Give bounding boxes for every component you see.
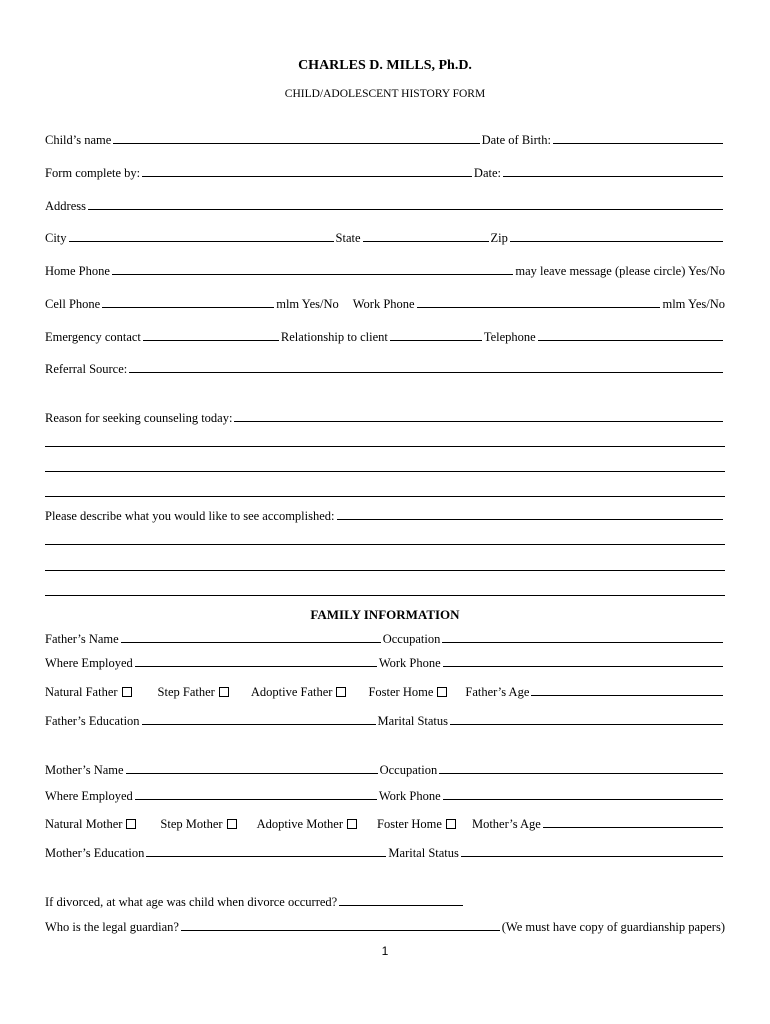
mother-education-row (45, 845, 725, 861)
father-name-field[interactable] (121, 631, 381, 643)
father-education-label: Father’s Education (45, 714, 140, 728)
cell-phone-label: Cell Phone (45, 297, 101, 311)
relationship-field[interactable] (390, 329, 482, 341)
work-phone-field[interactable] (417, 296, 661, 308)
adoptive-father-checkbox[interactable] (336, 687, 346, 697)
divorce-age-field[interactable] (339, 894, 463, 906)
natural-mother-checkbox[interactable] (126, 819, 136, 829)
mother-name-label: Mother’s Name (45, 763, 124, 777)
divorce-row (45, 894, 725, 910)
reason-line-4[interactable] (45, 496, 725, 497)
father-occupation-label: Occupation (382, 632, 441, 646)
natural-mother-label: Natural Mother (45, 817, 123, 831)
city-field[interactable] (69, 230, 334, 242)
mother-employed-label: Where Employed (45, 789, 133, 803)
address-field[interactable] (88, 198, 723, 210)
reason-label: Reason for seeking counseling today: (45, 411, 233, 425)
father-type-row (45, 684, 725, 700)
guardian-field[interactable] (181, 919, 500, 931)
father-marital-field[interactable] (450, 713, 723, 725)
city-label: City (45, 231, 67, 245)
adoptive-father-label: Adoptive Father (250, 685, 333, 699)
relationship-label: Relationship to client (280, 330, 388, 344)
father-age-field[interactable] (531, 684, 723, 696)
step-father-option[interactable] (158, 684, 229, 700)
father-employed-label: Where Employed (45, 656, 133, 670)
mother-education-field[interactable] (146, 845, 386, 857)
mother-occupation-label: Occupation (379, 763, 438, 777)
zip-label: Zip (490, 231, 508, 245)
step-father-checkbox[interactable] (219, 687, 229, 697)
city-row (45, 230, 725, 246)
form-complete-field[interactable] (142, 165, 472, 177)
step-father-label: Step Father (157, 685, 215, 699)
dob-label: Date of Birth: (481, 133, 551, 147)
child-name-label: Child’s name (45, 133, 112, 147)
guardianship-note: (We must have copy of guardianship papers) (501, 920, 725, 934)
adoptive-mother-option[interactable] (257, 816, 357, 832)
zip-field[interactable] (510, 230, 723, 242)
child-name-field[interactable] (113, 132, 479, 144)
reason-row (45, 410, 725, 426)
mother-work-phone-field[interactable] (443, 788, 723, 800)
cell-phone-row (45, 296, 725, 312)
father-name-label: Father’s Name (45, 632, 119, 646)
natural-father-checkbox[interactable] (122, 687, 132, 697)
father-marital-label: Marital Status (377, 714, 449, 728)
step-mother-checkbox[interactable] (227, 819, 237, 829)
accomplished-label: Please describe what you would like to see accomplished: (45, 509, 335, 523)
date-label: Date: (473, 166, 501, 180)
foster-home-mother-checkbox[interactable] (446, 819, 456, 829)
accomplished-line-3[interactable] (45, 570, 725, 571)
state-field[interactable] (363, 230, 489, 242)
foster-home-mother-label: Foster Home (377, 817, 442, 831)
natural-mother-option[interactable] (45, 816, 136, 832)
father-age-label: Father’s Age (465, 685, 530, 699)
mother-employed-field[interactable] (135, 788, 377, 800)
father-education-row (45, 713, 725, 729)
father-work-phone-label: Work Phone (378, 656, 441, 670)
home-phone-field[interactable] (112, 263, 513, 275)
form-complete-row (45, 165, 725, 181)
work-mlm-label: mlm Yes/No (662, 297, 725, 311)
adoptive-mother-checkbox[interactable] (347, 819, 357, 829)
adoptive-mother-label: Adoptive Mother (256, 817, 344, 831)
emergency-field[interactable] (143, 329, 279, 341)
cell-mlm-label: mlm Yes/No (276, 297, 339, 311)
referral-row (45, 361, 725, 377)
adoptive-father-option[interactable] (251, 684, 347, 700)
mother-occupation-field[interactable] (439, 762, 723, 774)
date-field[interactable] (503, 165, 723, 177)
mother-marital-label: Marital Status (388, 846, 459, 860)
referral-label: Referral Source: (45, 362, 128, 376)
home-phone-label: Home Phone (45, 264, 110, 278)
family-section-title: FAMILY INFORMATION (310, 607, 460, 622)
page-number: 1 (381, 944, 389, 958)
mother-work-phone-label: Work Phone (378, 789, 441, 803)
cell-phone-field[interactable] (102, 296, 274, 308)
home-phone-row (45, 263, 725, 279)
natural-father-label: Natural Father (45, 685, 118, 699)
father-name-row (45, 631, 725, 647)
mother-marital-field[interactable] (461, 845, 723, 857)
mother-education-label: Mother’s Education (45, 846, 145, 860)
reason-line-2[interactable] (45, 446, 725, 447)
father-work-phone-field[interactable] (443, 655, 723, 667)
step-mother-option[interactable] (160, 816, 236, 832)
dob-field[interactable] (553, 132, 723, 144)
mother-name-row (45, 762, 725, 778)
state-label: State (335, 231, 361, 245)
foster-home-father-checkbox[interactable] (437, 687, 447, 697)
form-complete-label: Form complete by: (45, 166, 141, 180)
reason-field[interactable] (234, 410, 723, 422)
form-subtitle: CHILD/ADOLESCENT HISTORY FORM (284, 88, 486, 100)
guardian-row (45, 919, 725, 935)
father-education-field[interactable] (142, 713, 376, 725)
mother-age-label: Mother’s Age (471, 817, 541, 831)
emergency-label: Emergency contact (45, 330, 141, 344)
step-mother-label: Step Mother (160, 817, 223, 831)
foster-home-father-label: Foster Home (368, 685, 434, 699)
mother-type-row (45, 816, 725, 832)
accomplished-row (45, 508, 725, 524)
guardian-label: Who is the legal guardian? (45, 920, 179, 934)
telephone-field[interactable] (538, 329, 723, 341)
divorce-label: If divorced, at what age was child when divorce occurred? (45, 895, 338, 909)
mother-name-field[interactable] (126, 762, 378, 774)
accomplished-line-4[interactable] (45, 595, 725, 596)
referral-field[interactable] (129, 361, 723, 373)
address-row (45, 198, 725, 214)
father-occupation-field[interactable] (442, 631, 723, 643)
accomplished-field[interactable] (337, 508, 723, 520)
father-employed-field[interactable] (135, 655, 377, 667)
mother-age-field[interactable] (543, 816, 723, 828)
mother-employed-row (45, 788, 725, 804)
emergency-row (45, 329, 725, 345)
leave-message-label: may leave message (please circle) Yes/No (515, 264, 725, 278)
address-label: Address (45, 199, 86, 213)
father-employed-row (45, 655, 725, 671)
form-title: CHARLES D. MILLS, Ph.D. (298, 58, 472, 73)
accomplished-line-2[interactable] (45, 544, 725, 545)
foster-home-father-option[interactable] (368, 684, 447, 700)
reason-line-3[interactable] (45, 471, 725, 472)
foster-home-mother-option[interactable] (377, 816, 456, 832)
natural-father-option[interactable] (45, 684, 132, 700)
work-phone-label: Work Phone (352, 297, 415, 311)
telephone-label: Telephone (483, 330, 536, 344)
child-name-row (45, 132, 725, 148)
